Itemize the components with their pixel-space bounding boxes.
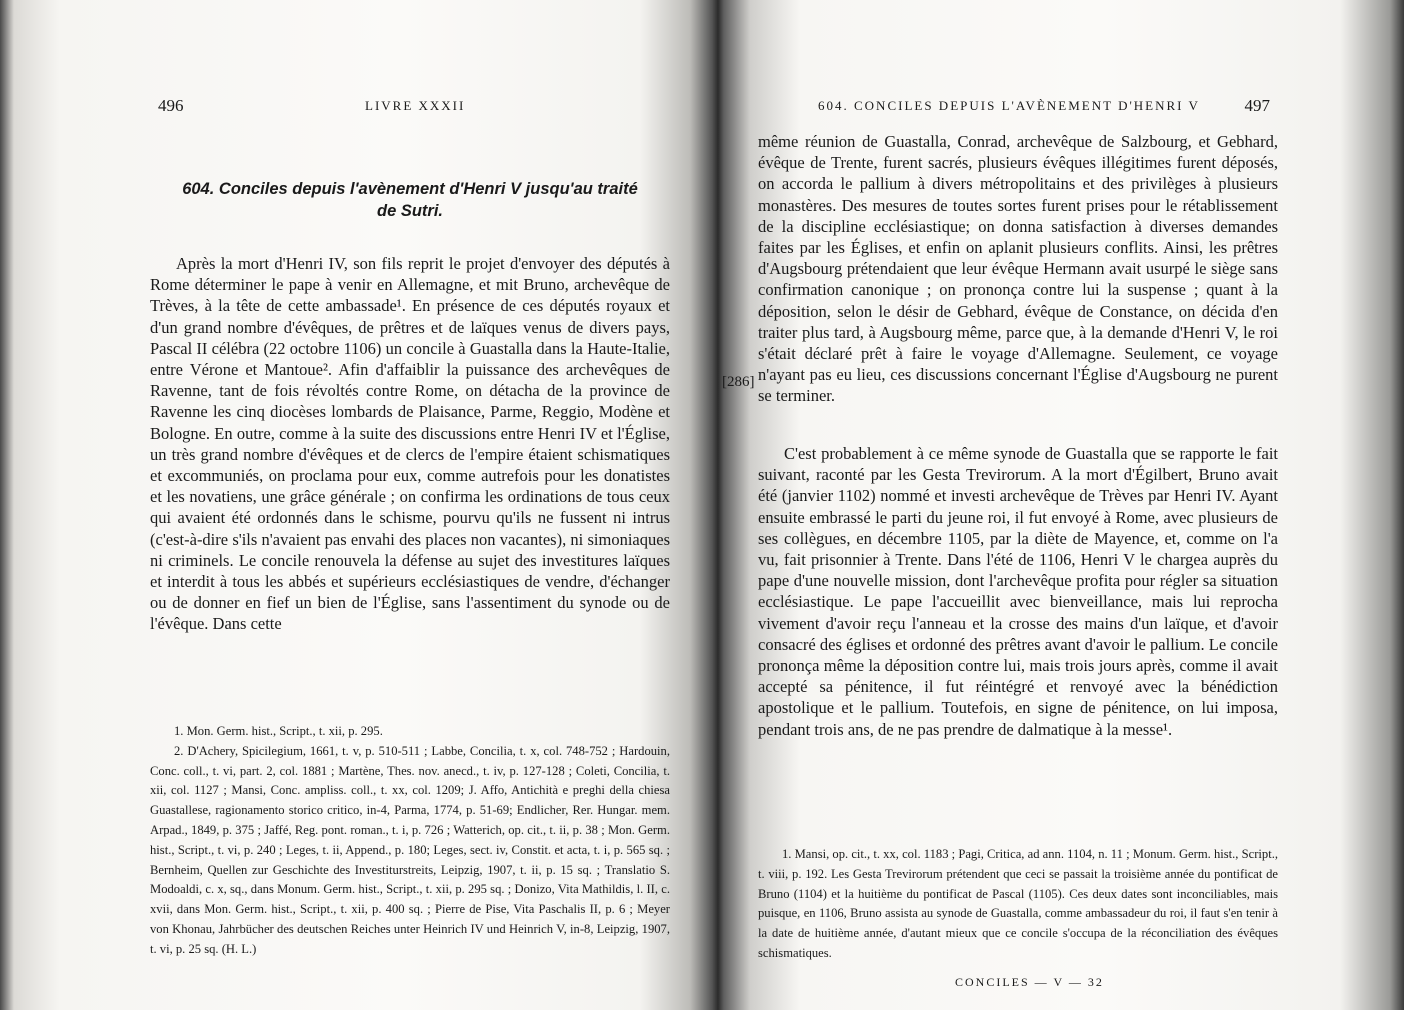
footnotes (758, 845, 1278, 964)
page-number: 497 (1244, 96, 1270, 115)
section-title-line: de Sutri. (376, 202, 443, 220)
section-title (150, 178, 670, 222)
right-page (758, 0, 1278, 1010)
left-page (150, 0, 670, 1010)
footnote: 1. Mon. Germ. hist., Script., t. xii, p. 295. (174, 724, 383, 738)
section-title-line: 604. Conciles depuis l'avènement d'Henri V jusqu'au traité (182, 180, 638, 198)
footnotes (150, 722, 670, 960)
body-paragraph: même réunion de Guastalla, Conrad, archevêque de Salzbourg, et Gebhard, évêque de Trente, furent sacrés, plusieurs évêques illégitimes furent déposés, on accorda le pallium à divers métropolitains et des privilèges à plusieurs monastères. Des mesures de toutes sortes furent prises pour le rétablissement de la discipline ecclésiastique; on donna satisfaction à diverses demandes faites par les Églises, et enfin on aplanit plusieurs conflits. Ainsi, les prêtres d'Augsbourg prétendaient que leur évêque Hermann avait usurpé le siège sans confirmation canonique ; on prononça contre lui la suspense ; quant à la déposition, selon le désir de Gebhard, évêque de Constance, on décida d'en traiter plus tard, à Augsbourg même, parce que, à la demande d'Henri V, le roi s'était déclaré prêt à faire le voyage d'Allemagne. Seulement, ce voyage n'ayant pas eu lieu, ces discussions concernant l'Église d'Augsbourg ne purent se terminer. (758, 132, 1278, 406)
page-number: 496 (158, 96, 184, 115)
body-paragraph: C'est probablement à ce même synode de Guastalla que se rapporte le fait suivant, raconté par les Gesta Trevirorum. A la mort d'Égilbert, Bruno avait été (janvier 1102) nommé et investi archevêque de Trèves par Henri IV. Ayant ensuite embrassé le parti du jeune roi, il fut envoyé à Rome, avec plusieurs de ses collègues, en décembre 1105, par la diète de Mayence, et, comme on l'a vu, fait prisonnier à Trente. Dans l'été de 1106, Henri V le chargea auprès du pape d'une nouvelle mission, dont l'archevêque profita pour régler sa situation ecclésiastique. Le pape l'accueillit avec bienveillance, mais lui reprocha vivement d'avoir reçu l'anneau et la crosse des mains d'un laïque, et d'avoir consacré des églises et ordonné des prêtres avant d'avoir le pallium. Le concile prononça même la déposition contre lui, mais trois jours après, comme il avait accepté sa pénitence, il fut réintégré et renvoyé avec la bénédiction apostolique et le pallium. Toutefois, en signe de pénitence, on lui imposa, pendant trois ans, de ne pas prendre de dalmatique à la messe¹. (758, 444, 1278, 739)
body-paragraph: Après la mort d'Henri IV, son fils reprit le projet d'envoyer des députés à Rome déterminer le pape à venir en Allemagne, et mit Bruno, archevêque de Trèves, à la tête de cette ambassade¹. En présence de ces députés royaux et d'un grand nombre d'évêques, de prêtres et de laïques venus de divers pays, Pascal II célébra (22 octobre 1106) un concile à Guastalla dans la Haute-Italie, entre Vérone et Mantoue². Afin d'affaiblir la puissance des archevêques de Ravenne, tant de fois révoltés contre Rome, on détacha de la province de Ravenne les cinq diocèses lombards de Plaisance, Parme, Reggio, Modène et Bologne. En outre, comme à la suite des discussions entre Henri IV et l'Église, un très grand nombre d'évêques et de clercs de l'empire étaient schismatiques et excommuniés, on proclama pour eux, comme autrefois pour les donatistes et les novatiens, une grâce générale ; on confirma les ordinations de tous ceux qui avaient été ordonnés dans le schisme, pourvu qu'ils ne fussent ni intrus (c'est-à-dire s'ils n'avaient pas envahi des places non vacantes), ni simoniaques ni criminels. Le concile renouvela la défense au sujet des investitures laïques et interdit à tous les abbés et supérieurs ecclésiastiques de vendre, d'échanger ou de donner en fief un bien de l'Église, sans l'assentiment du synode ou de l'évêque. Dans cette (150, 254, 670, 634)
running-head: LIVRE XXXII (365, 98, 466, 113)
printer-signature: CONCILES — V — 32 (955, 975, 1104, 989)
running-head: 604. CONCILES DEPUIS L'AVÈNEMENT D'HENRI V (818, 98, 1200, 113)
margin-reference: [286] (722, 374, 755, 390)
footnote: 2. D'Achery, Spicilegium, 1661, t. v, p. 510-511 ; Labbe, Concilia, t. x, col. 748-752 ; Hardouin, Conc. coll., t. vi, part. 2, col. 1881 ; Martène, Thes. nov. anecd., t. iv, p. 127-128 ; Coleti, Concilia, t. xii, col. 1127 ; Mansi, Conc. ampliss. coll., t. xx, col. 1209; J. Affo, Antichità e preghi della chiesa Guastallese, ragionamento storico critico, in-4, Parma, 1774, p. 51-69; Endlicher, Rer. Hungar. mem. Arpad., 1849, p. 375 ; Jaffé, Reg. pont. roman., t. i, p. 726 ; Watterich, op. cit., t. ii, p. 38 ; Mon. Germ. hist., Script., t. vi, p. 240 ; Leges, t. ii, Append., p. 180; Leges, sect. iv, Constit. et acta, t. i, p. 565 sq. ; Bernheim, Quellen zur Geschichte des Investiturstreits, Leipzig, 1907, t. ii, p. 15 sq. ; Translatio S. Modoaldi, c. x, sq., dans Monum. Germ. hist., Script., t. xii, p. 295 sq. ; Donizo, Vita Mathildis, l. II, c. xvii, dans Mon. Germ. hist., Script., t. xii, p. 400 sq. ; Pierre de Pise, Vita Paschalis II, p. 6 ; Meyer von Khonau, Jahrbücher des deutschen Reiches unter Heinrich IV und Heinrich V, in-8, Leipzig, 1907, t. vi, p. 25 sq. (H. L.) (150, 743, 670, 956)
footnote: 1. Mansi, op. cit., t. xx, col. 1183 ; Pagi, Critica, ad ann. 1104, n. 11 ; Monum. Germ. hist., Script., t. viii, p. 192. Les Gesta Trevirorum prétendent que ceci se passait la troisième année du pontificat de Bruno (1104) et la huitième du pontificat de Pascal (1105). Ces deux dates sont inconciliables, mais puisque, en 1106, Bruno assista au synode de Guastalla, comme ambassadeur du roi, il faut s'en tenir à la date de huitième année, d'autant mieux que ce concile s'occupa de la réconciliation des évêques schismatiques. (758, 847, 1278, 960)
